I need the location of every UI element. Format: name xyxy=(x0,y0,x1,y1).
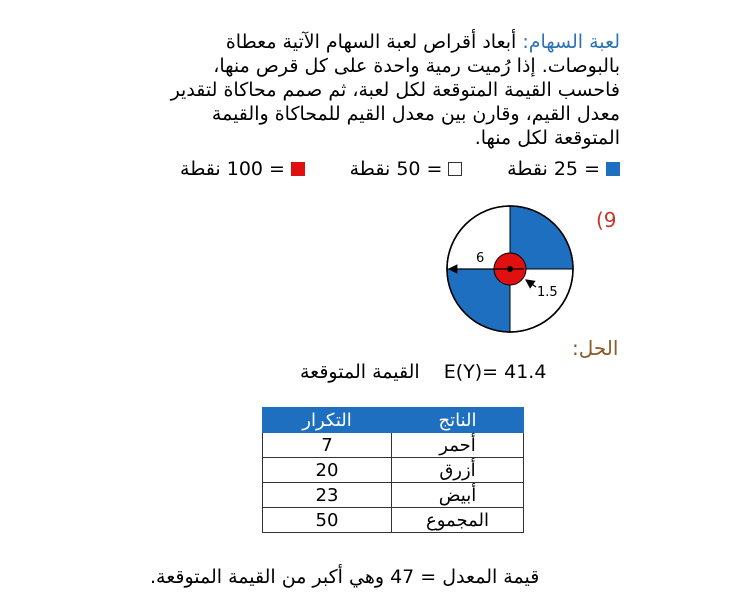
problem-text: أبعاد أقراص لعبة السهام الآتية معطاة بالبوصات. إذا رُميت رمية واحدة على كل قرص منها، فاحسب القيمة المتوقعة لكل لعبة، ثم صمم محاكاة لتقدير معدل القيم، وقارن بين معدل القيم للمحاكاة والقيمة المتوقعة لكل منها. xyxy=(170,31,620,149)
cell-outcome: أبيض xyxy=(392,483,524,508)
cell-frequency: 50 xyxy=(263,508,392,533)
header-outcome: الناتج xyxy=(392,408,524,433)
header-frequency: التكرار xyxy=(263,408,392,433)
results-table xyxy=(262,407,524,533)
legend-white-text: = 50 نقطة xyxy=(349,158,443,180)
outer-radius-label: 6 xyxy=(476,251,485,266)
cell-frequency: 7 xyxy=(263,433,392,458)
legend-item-white xyxy=(350,158,463,180)
dartboard-diagram xyxy=(440,204,580,334)
expected-value-label: القيمة المتوقعة xyxy=(300,361,420,383)
conclusion-text: قيمة المعدل = 47 وهي أكبر من القيمة المتوقعة. xyxy=(150,566,540,588)
question-number: (9 xyxy=(596,208,617,232)
expected-value-row xyxy=(300,361,564,383)
table-row xyxy=(263,483,524,508)
table-row xyxy=(263,508,524,533)
red-square-icon xyxy=(291,162,305,176)
legend xyxy=(180,156,620,182)
legend-item-red xyxy=(180,158,305,180)
white-square-icon xyxy=(448,162,462,176)
blue-square-icon xyxy=(606,162,620,176)
solution-label: الحل: xyxy=(572,336,619,360)
expected-value-formula: E(Y)= 41.4 xyxy=(443,361,547,383)
cell-outcome: أزرق xyxy=(392,458,524,483)
cell-frequency: 23 xyxy=(263,483,392,508)
legend-item-blue xyxy=(507,158,620,180)
legend-blue-text: = 25 نقطة xyxy=(507,158,600,180)
problem-statement xyxy=(170,30,620,150)
table-row xyxy=(263,433,524,458)
inner-radius-label: 1.5 xyxy=(537,285,558,300)
legend-red-text: = 100 نقطة xyxy=(180,158,285,180)
cell-outcome: أحمر xyxy=(392,433,524,458)
problem-label: لعبة السهام: xyxy=(522,31,620,53)
table-header-row xyxy=(263,408,524,433)
cell-outcome: المجموع xyxy=(392,508,524,533)
cell-frequency: 20 xyxy=(263,458,392,483)
dartboard xyxy=(447,206,573,332)
table-row xyxy=(263,458,524,483)
